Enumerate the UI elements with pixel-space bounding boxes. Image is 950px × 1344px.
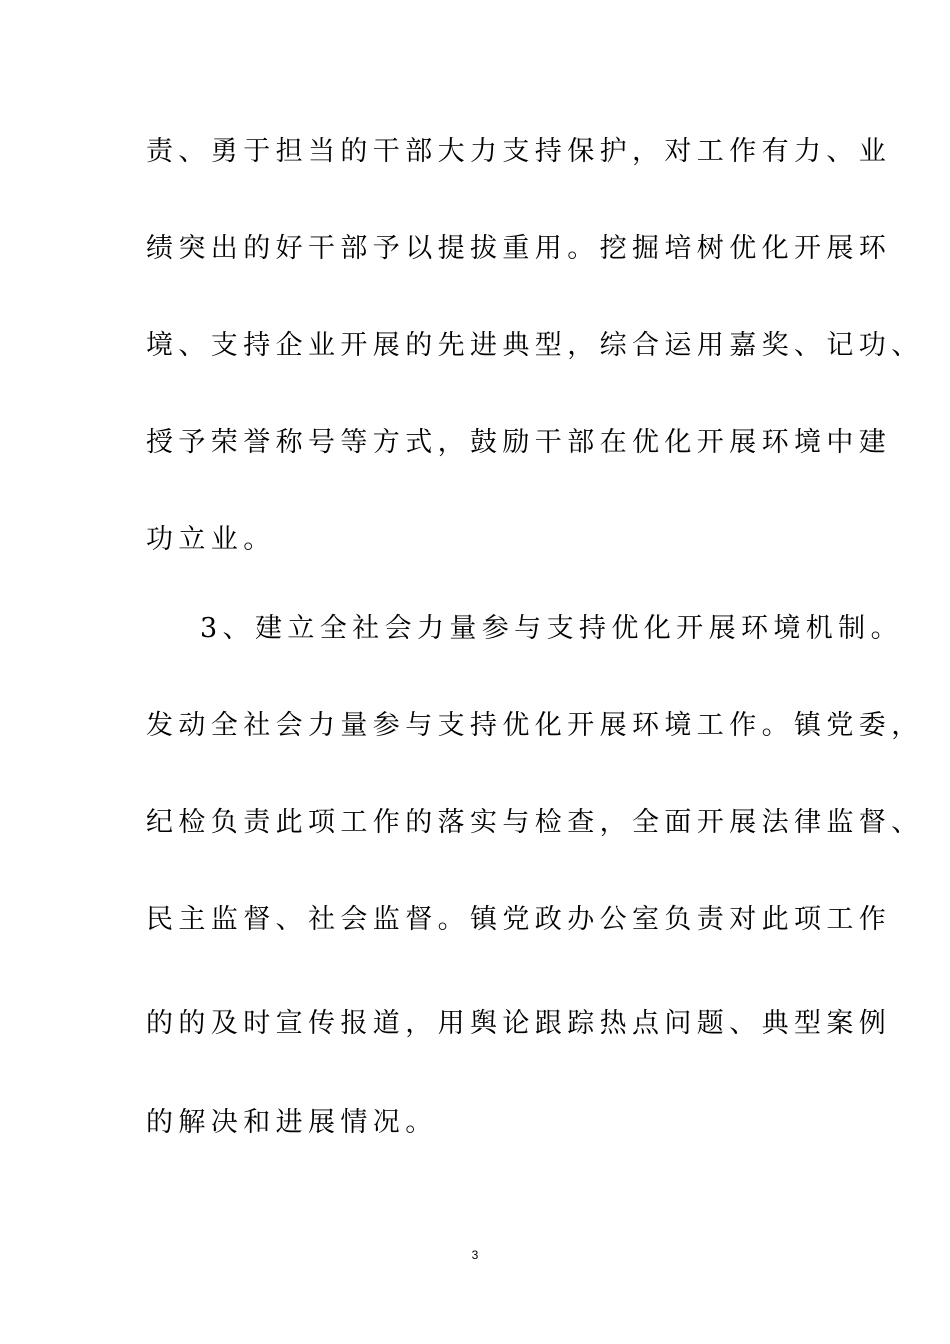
text-line: 发动全社会力量参与支持优化开展环境工作。镇党委， xyxy=(146,710,924,741)
text-line: 纪检负责此项工作的落实与检查，全面开展法律监督、 xyxy=(146,807,924,838)
paragraph-heading: 3、建立全社会力量参与支持优化开展环境机制。 xyxy=(200,613,903,644)
text-line: 责、勇于担当的干部大力支持保护，对工作有力、业 xyxy=(146,136,892,167)
text-line: 境、支持企业开展的先进典型，综合运用嘉奖、记功、 xyxy=(146,330,924,361)
page-number: 3 xyxy=(471,1248,479,1262)
text-line: 功立业。 xyxy=(146,524,276,555)
text-line: 的的及时宣传报道，用舆论跟踪热点问题、典型案例 xyxy=(146,1008,892,1039)
text-line: 绩突出的好干部予以提拔重用。挖掘培树优化开展环 xyxy=(146,233,892,264)
text-line: 的解决和进展情况。 xyxy=(146,1107,438,1138)
text-line: 授予荣誉称号等方式，鼓励干部在优化开展环境中建 xyxy=(146,427,892,458)
text-line: 民主监督、社会监督。镇党政办公室负责对此项工作 xyxy=(146,904,892,935)
